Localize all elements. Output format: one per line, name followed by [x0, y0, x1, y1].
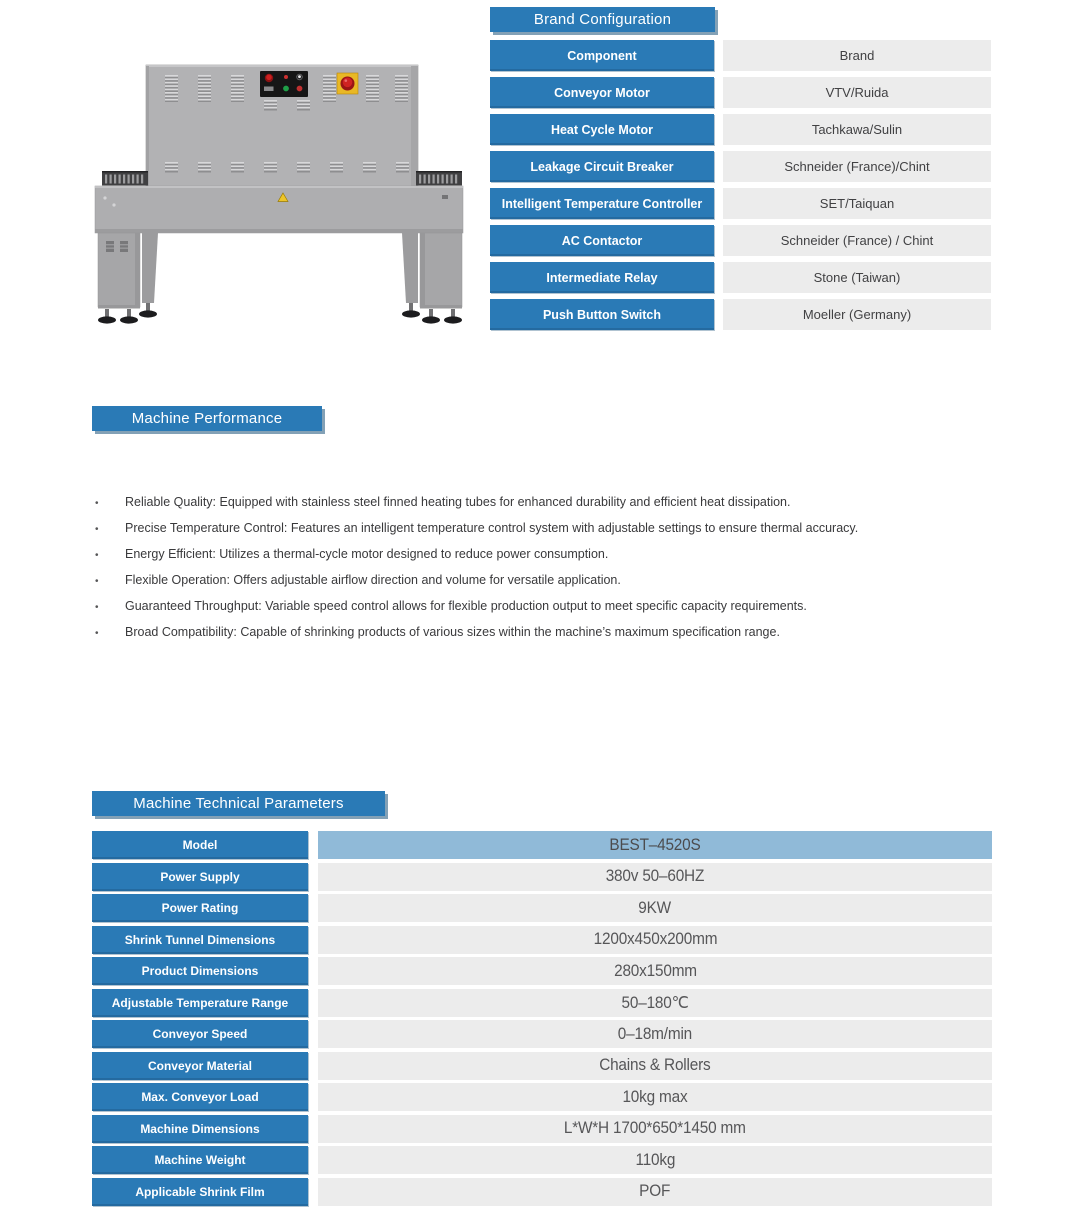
- brand-value: VTV/Ruida: [723, 77, 991, 108]
- technical-parameters-title-text: Machine Technical Parameters: [133, 795, 344, 812]
- parameter-value: [318, 1115, 992, 1143]
- parameter-value: [318, 894, 992, 922]
- parameter-value-text: 9KW: [638, 898, 672, 917]
- parameter-value-text: BEST–4520S: [609, 835, 701, 854]
- parameter-label: Product Dimensions: [92, 957, 308, 985]
- parameter-label: Machine Dimensions: [92, 1115, 308, 1143]
- parameter-value-text: 0–18m/min: [617, 1024, 693, 1043]
- parameter-value-text: 380v 50–60HZ: [605, 867, 705, 885]
- parameter-value: [318, 863, 992, 891]
- tech-param-row: [92, 894, 992, 922]
- brand-value: Schneider (France)/Chint: [723, 151, 991, 182]
- component-label: Intelligent Temperature Controller: [490, 188, 714, 219]
- component-label: Push Button Switch: [490, 299, 714, 330]
- tech-param-row: [92, 1146, 992, 1174]
- parameter-value: [318, 1146, 992, 1174]
- parameter-label: Max. Conveyor Load: [92, 1083, 308, 1111]
- brand-configuration-table: [490, 40, 991, 336]
- machine-performance-title-text: Machine Performance: [131, 410, 283, 427]
- start-button-green: [283, 86, 289, 92]
- parameter-value: [318, 831, 992, 859]
- parameter-value-text: L*W*H 1700*650*1450 mm: [564, 1119, 746, 1137]
- performance-bullet: • Reliable Quality: Equipped with stainless steel finned heating tubes for enhanced durability and efficient heat dissipation.: [92, 496, 1042, 509]
- brand-config-row: [490, 151, 991, 182]
- base-logo-mark: [442, 195, 448, 199]
- parameter-label: Adjustable Temperature Range: [92, 989, 308, 1017]
- parameter-label: Applicable Shrink Film: [92, 1178, 308, 1206]
- tech-param-row: [92, 1178, 992, 1206]
- tech-param-row: [92, 1083, 992, 1111]
- emergency-stop-button: [337, 73, 358, 94]
- parameter-label: Machine Weight: [92, 1146, 308, 1174]
- parameter-value-text: POF: [639, 1182, 671, 1200]
- technical-parameters-title: [92, 791, 385, 816]
- tech-param-row: [92, 957, 992, 985]
- parameter-label: Power Rating: [92, 894, 308, 922]
- component-label: AC Contactor: [490, 225, 714, 256]
- component-label: Conveyor Motor: [490, 77, 714, 108]
- parameter-label: Model: [92, 831, 308, 859]
- tech-param-row: [92, 1052, 992, 1080]
- brand-config-row: [490, 262, 991, 293]
- component-label: Leakage Circuit Breaker: [490, 151, 714, 182]
- parameter-label: Shrink Tunnel Dimensions: [92, 926, 308, 954]
- indicator-light-red: [284, 75, 288, 79]
- machine-base: [95, 186, 463, 233]
- brand-config-row: [490, 225, 991, 256]
- panel-label: [264, 87, 274, 92]
- brand-value: Tachkawa/Sulin: [723, 114, 991, 145]
- parameter-value: [318, 957, 992, 985]
- parameter-value: [318, 1178, 992, 1206]
- parameter-value-text: 1200x450x200mm: [593, 930, 717, 948]
- component-label: Heat Cycle Motor: [490, 114, 714, 145]
- product-photo: [80, 45, 480, 330]
- machine-legs: [98, 233, 462, 309]
- brand-value: Brand: [723, 40, 991, 71]
- brand-config-row: [490, 114, 991, 145]
- performance-bullet: • Energy Efficient: Utilizes a thermal-cycle motor designed to reduce power consumption.: [92, 548, 1042, 561]
- brand-config-row: [490, 188, 991, 219]
- parameter-value: [318, 989, 992, 1017]
- tech-param-row: [92, 863, 992, 891]
- brand-config-row: [490, 299, 991, 330]
- stop-button-red: [297, 86, 303, 92]
- performance-bullet: • Flexible Operation: Offers adjustable airflow direction and volume for versatile application.: [92, 574, 1042, 587]
- conveyor-rollers-left: [102, 171, 148, 186]
- tech-param-row: [92, 831, 992, 859]
- parameter-value-text: 10kg max: [622, 1087, 688, 1106]
- brand-config-row: [490, 77, 991, 108]
- parameter-value: [318, 926, 992, 954]
- machine-performance-title: [92, 406, 322, 431]
- parameter-value: [318, 1020, 992, 1048]
- component-label: Component: [490, 40, 714, 71]
- tech-param-row: [92, 1115, 992, 1143]
- conveyor-rollers-right: [416, 171, 462, 186]
- control-panel: [260, 71, 308, 97]
- brand-value: SET/Taiquan: [723, 188, 991, 219]
- technical-parameters-table: [92, 831, 992, 1209]
- parameter-value: [318, 1083, 992, 1111]
- tech-param-row: [92, 1020, 992, 1048]
- brand-configuration-title: [490, 7, 715, 32]
- parameter-value-text: Chains & Rollers: [599, 1056, 711, 1074]
- performance-bullet: • Precise Temperature Control: Features an intelligent temperature control system with adjustable settings to ensure thermal accuracy.: [92, 522, 1042, 535]
- component-label: Intermediate Relay: [490, 262, 714, 293]
- parameter-value-text: 110kg: [635, 1150, 675, 1169]
- parameter-label: Conveyor Material: [92, 1052, 308, 1080]
- performance-bullet-list: [92, 496, 1042, 652]
- brand-value: Schneider (France) / Chint: [723, 225, 991, 256]
- performance-bullet: • Guaranteed Throughput: Variable speed control allows for flexible production output to meet specific capacity requirements.: [92, 600, 1042, 613]
- parameter-value-text: 280x150mm: [613, 961, 697, 980]
- parameter-value: [318, 1052, 992, 1080]
- brand-configuration-title-text: Brand Configuration: [533, 11, 672, 28]
- tech-param-row: [92, 926, 992, 954]
- tech-param-row: [92, 989, 992, 1017]
- parameter-value-text: 50–180℃: [621, 993, 689, 1012]
- parameter-label: Conveyor Speed: [92, 1020, 308, 1048]
- machine-feet: [98, 303, 462, 324]
- brand-value: Stone (Taiwan): [723, 262, 991, 293]
- brand-value: Moeller (Germany): [723, 299, 991, 330]
- parameter-label: Power Supply: [92, 863, 308, 891]
- performance-bullet: • Broad Compatibility: Capable of shrinking products of various sizes within the machine’s maximum specification range.: [92, 626, 1042, 639]
- brand-config-row: [490, 40, 991, 71]
